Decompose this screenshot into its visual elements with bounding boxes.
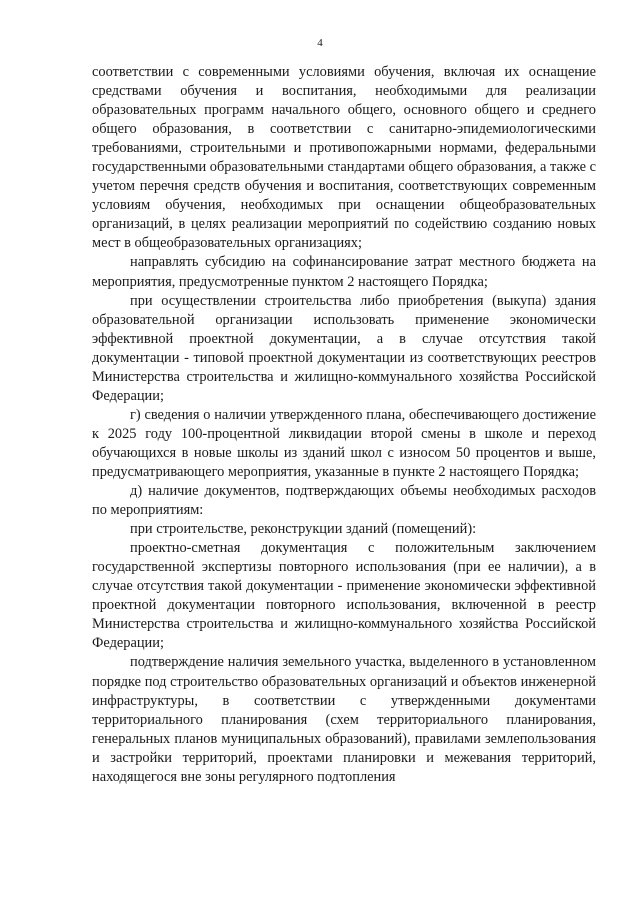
- paragraph-continuation: соответствии с современными условиями обучения, включая их оснащение средствами обучения и воспитания, необходимыми для реализации образовательных программ начального общего, основного общего и среднего общего образования, в соответствии с санитарно-эпидемиологическими требованиями, строительными и противопожарными нормами, федеральными государственными образовательными стандартами общего образования, а также с учетом перечня средств обучения и воспитания, соответствующих современным условиям обучения, необходимых при оснащении общеобразовательных организаций, в целях реализации мероприятий по содействию созданию новых мест в общеобразовательных организациях;: [92, 64, 596, 252]
- paragraph-subsidy-direction: направлять субсидию на софинансирование затрат местного бюджета на мероприятия, предусмотренные пунктом 2 настоящего Порядка;: [92, 254, 596, 290]
- paragraph-construction-heading: при строительстве, реконструкции зданий (помещений):: [130, 521, 477, 538]
- paragraph-item-d: д) наличие документов, подтверждающих объемы необходимых расходов по мероприятиям:: [92, 483, 596, 519]
- paragraph-design-estimate: проектно-сметная документация с положительным заключением государственной экспертизы повторного использования (при ее наличии), а в случае отсутствия такой документации - применение экономически эффективной проектной документации повторного использования, включенной в реестр Министерства строительства и жилищно-коммунального хозяйства Российской Федерации;: [92, 540, 596, 652]
- page-number: 4: [317, 37, 323, 49]
- paragraph-construction-documentation: при осуществлении строительства либо приобретения (выкупа) здания образовательной организации использовать применение экономически эффективной проектной документации, а в случае отсутствия такой документации - типовой проектной документации из соответствующих реестров Министерства строительства и жилищно-коммунального хозяйства Российской Федерации;: [92, 292, 596, 404]
- paragraph-land-plot: подтверждение наличия земельного участка, выделенного в установленном порядке под строительство образовательных организаций и объектов инженерной инфраструктуры, в соответствии с утвержденными документами территориального планирования (схем территориального планирования, генеральных планов муниципальных образований), правилами землепользования и застройки территорий, проектами планировки и межевания территорий, находящегося вне зоны регулярного подтопления: [92, 654, 596, 785]
- paragraph-item-g: г) сведения о наличии утвержденного плана, обеспечивающего достижение к 2025 году 100-процентной ликвидации второй смены в школе и переход обучающихся в новые школы из зданий школ с износом 50 процентов и выше, предусматривающего мероприятия, указанные в пункте 2 настоящего Порядка;: [92, 406, 596, 480]
- document-body: [92, 63, 596, 787]
